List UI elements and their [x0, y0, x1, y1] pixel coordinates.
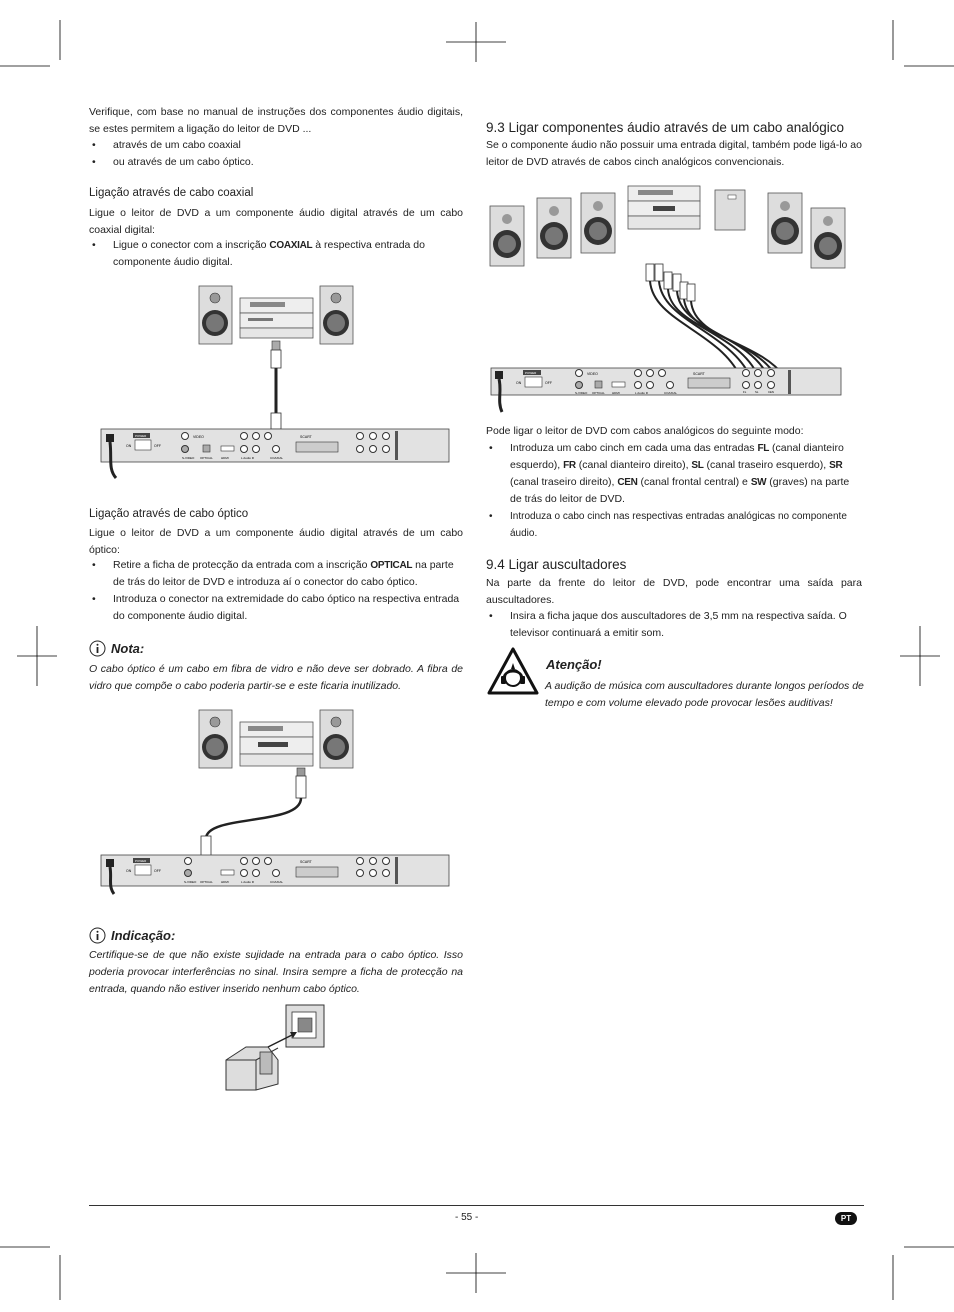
- svg-text:POWER: POWER: [135, 859, 147, 863]
- coax-title: Ligação através de cabo coaxial: [89, 187, 254, 199]
- svg-text:ON: ON: [516, 381, 522, 385]
- svg-text:OPTICAL: OPTICAL: [592, 391, 605, 395]
- svg-text:OFF: OFF: [545, 381, 552, 385]
- svg-text:VIDEO: VIDEO: [587, 372, 598, 376]
- svg-text:ON: ON: [126, 444, 132, 448]
- channel-code: CEN: [617, 477, 638, 488]
- nota-text: O cabo óptico é um cabo em fibra de vidro e não deve ser dobrado. A fibra de vidro que compõe o cabo poderia partir-se e este ficaria inutilizado.: [89, 663, 463, 692]
- mode-text: Pode ligar o leitor de DVD com cabos analógicos do seguinte modo:: [486, 425, 804, 437]
- svg-text:S-VIDEO: S-VIDEO: [182, 456, 195, 460]
- svg-text:FL: FL: [743, 390, 747, 394]
- svg-text:L Audio R: L Audio R: [635, 391, 648, 395]
- channel-code: SL: [691, 460, 704, 471]
- list-item: • através de um cabo coaxial: [89, 137, 463, 154]
- list-item: • ou através de um cabo óptico.: [89, 154, 463, 171]
- coax-body: Ligue o leitor de DVD a um componente áudio digital através de um cabo coaxial digital:: [89, 207, 463, 236]
- svg-text:OFF: OFF: [154, 444, 161, 448]
- svg-text:SCART: SCART: [300, 435, 312, 439]
- language-badge: PT: [835, 1212, 857, 1225]
- list-item: • Introduza o conector na extremidade do cabo óptico na respectiva entrada do componente áudio digital.: [89, 591, 463, 625]
- channel-code: SW: [750, 477, 767, 488]
- intro-text: Verifique, com base no manual de instruções dos componentes áudio digitais, se estes permitem a ligação do leitor de DVD ...: [89, 106, 463, 135]
- svg-text:S-VIDEO: S-VIDEO: [575, 391, 588, 395]
- svg-text:VIDEO: VIDEO: [193, 435, 204, 439]
- svg-text:OFF: OFF: [154, 869, 161, 873]
- atencao-title: Atenção!: [546, 657, 602, 672]
- list-item: • Introduza o cabo cinch nas respectivas entradas analógicas no componente áudio.: [486, 508, 862, 542]
- svg-text:SCART: SCART: [300, 860, 312, 864]
- optical-body: Ligue o leitor de DVD a um componente áudio digital através de um cabo óptico:: [89, 527, 463, 556]
- svg-text:SCART: SCART: [693, 372, 705, 376]
- svg-text:HDMI: HDMI: [221, 456, 229, 460]
- svg-text:L Audio R: L Audio R: [241, 456, 254, 460]
- channel-code: FL: [757, 443, 770, 454]
- svg-text:ON: ON: [126, 869, 132, 873]
- svg-text:COAXIAL: COAXIAL: [270, 880, 284, 884]
- list-item: • Introduza um cabo cinch em cada uma das entradas FL (canal dianteiro esquerdo), FR (canal dianteiro direito), SL (canal traseiro esquerdo), SR (canal traseiro direito), CEN (canal frontal central) e SW (graves) na parte de trás do leitor de DVD.: [486, 440, 862, 508]
- indicacao-text: Certifique-se de que não existe sujidade na entrada para o cabo óptico. Isso poderia provocar interferências no sinal. Insira sempre a ficha de protecção na entrada, quando não estiver inserido nenhum cabo óptico.: [89, 949, 463, 995]
- svg-text:OPTICAL: OPTICAL: [200, 456, 213, 460]
- svg-text:OPTICAL: OPTICAL: [200, 880, 213, 884]
- list-item: • Insira a ficha jaque dos auscultadores de 3,5 mm na respectiva saída. O televisor continuará a emitir som.: [486, 608, 862, 642]
- svg-text:POWER: POWER: [135, 434, 147, 438]
- svg-text:CEN: CEN: [768, 390, 774, 394]
- section-9-3-body: Se o componente áudio não possuir uma entrada digital, também pode ligá-lo ao leitor de DVD através de cabos cinch analógicos convencionais.: [486, 139, 862, 168]
- svg-text:HDMI: HDMI: [221, 880, 229, 884]
- channel-code: SR: [829, 460, 843, 471]
- list-item: • Ligue o conector com a inscrição COAXIAL à respectiva entrada do componente áudio digital.: [89, 237, 463, 271]
- page-number: - 55 -: [455, 1212, 479, 1223]
- section-9-4-title: 9.4 Ligar auscultadores: [486, 557, 627, 572]
- svg-text:COAXIAL: COAXIAL: [664, 391, 678, 395]
- svg-text:SL: SL: [755, 390, 759, 394]
- indicacao-title: Indicação:: [111, 928, 176, 943]
- optical-title: Ligação através de cabo óptico: [89, 508, 249, 520]
- svg-text:L Audio R: L Audio R: [241, 880, 254, 884]
- code-coaxial: COAXIAL: [269, 240, 313, 251]
- channel-code: FR: [563, 460, 576, 471]
- atencao-text: A audição de música com auscultadores durante longos períodos de tempo e com volume elevado pode provocar lesões auditivas!: [545, 680, 864, 709]
- code-optical: OPTICAL: [370, 560, 413, 571]
- svg-text:POWER: POWER: [525, 371, 537, 375]
- svg-text:S-VIDEO: S-VIDEO: [184, 880, 197, 884]
- nota-title: Nota:: [111, 641, 145, 656]
- list-item: • Retire a ficha de protecção da entrada com a inscrição OPTICAL na parte de trás do leitor de DVD e introduza aí o conector do cabo óptico.: [89, 557, 463, 591]
- section-9-4-body: Na parte da frente do leitor de DVD, pode encontrar uma saída para auscultadores.: [486, 577, 862, 606]
- svg-text:HDMI: HDMI: [612, 391, 620, 395]
- section-9-3-title: 9.3 Ligar componentes áudio através de um cabo analógico: [486, 120, 844, 135]
- svg-text:COAXIAL: COAXIAL: [270, 456, 284, 460]
